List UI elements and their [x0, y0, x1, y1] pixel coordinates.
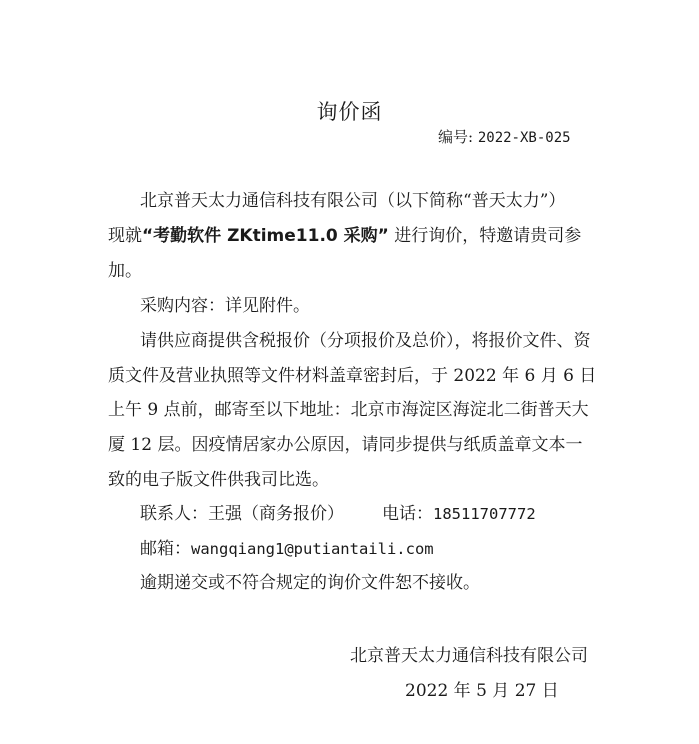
signature-company: 北京普天太力通信科技有限公司 [350, 646, 588, 666]
contact-email: wangqiang1@putiantaili.com [191, 540, 434, 558]
requirements-line-4: 厦 12 层。因疫情居家办公原因，请同步提供与纸质盖章文本一 [108, 435, 583, 455]
requirements-line-5: 致的电子版文件供我司比选。 [108, 470, 329, 490]
intro-prefix: 现就 [108, 226, 142, 246]
letter-title: 询价函 [316, 100, 383, 124]
contact-phone-label: 电话： [382, 504, 433, 524]
contact-person-label: 联系人： [140, 504, 208, 524]
signature-date: 2022 年 5 月 27 日 [405, 681, 559, 701]
purchase-content: 采购内容：详见附件。 [140, 296, 310, 316]
document-number-label: 编号: [438, 128, 474, 146]
contact-phone-line [382, 506, 536, 523]
intro-line-3: 加。 [108, 261, 142, 281]
contact-email-line [140, 541, 434, 558]
notice-line: 逾期递交或不符合规定的询价文件恕不接收。 [140, 573, 480, 593]
document-number [438, 126, 571, 147]
contact-email-label: 邮箱： [140, 539, 191, 559]
intro-line-1: 北京普天太力通信科技有限公司（以下简称“普天太力”） [140, 191, 566, 211]
project-name: “考勤软件 ZKtime11.0 采购” [142, 226, 389, 246]
document-number-value: 2022-XB-025 [477, 130, 571, 146]
requirements-line-2: 质文件及营业执照等文件材料盖章密封后，于 2022 年 6 月 6 日 [108, 366, 597, 386]
contact-person: 王强（商务报价） [208, 504, 344, 524]
intro-suffix: 进行询价，特邀请贵司参 [394, 226, 582, 246]
intro-line-2 [108, 228, 581, 245]
requirements-line-3: 上午 9 点前，邮寄至以下地址：北京市海淀区海淀北二街普天大 [108, 400, 589, 420]
requirements-line-1: 请供应商提供含税报价（分项报价及总价），将报价文件、资 [140, 331, 591, 351]
contact-person-line [140, 506, 344, 523]
contact-phone: 18511707772 [433, 505, 536, 523]
